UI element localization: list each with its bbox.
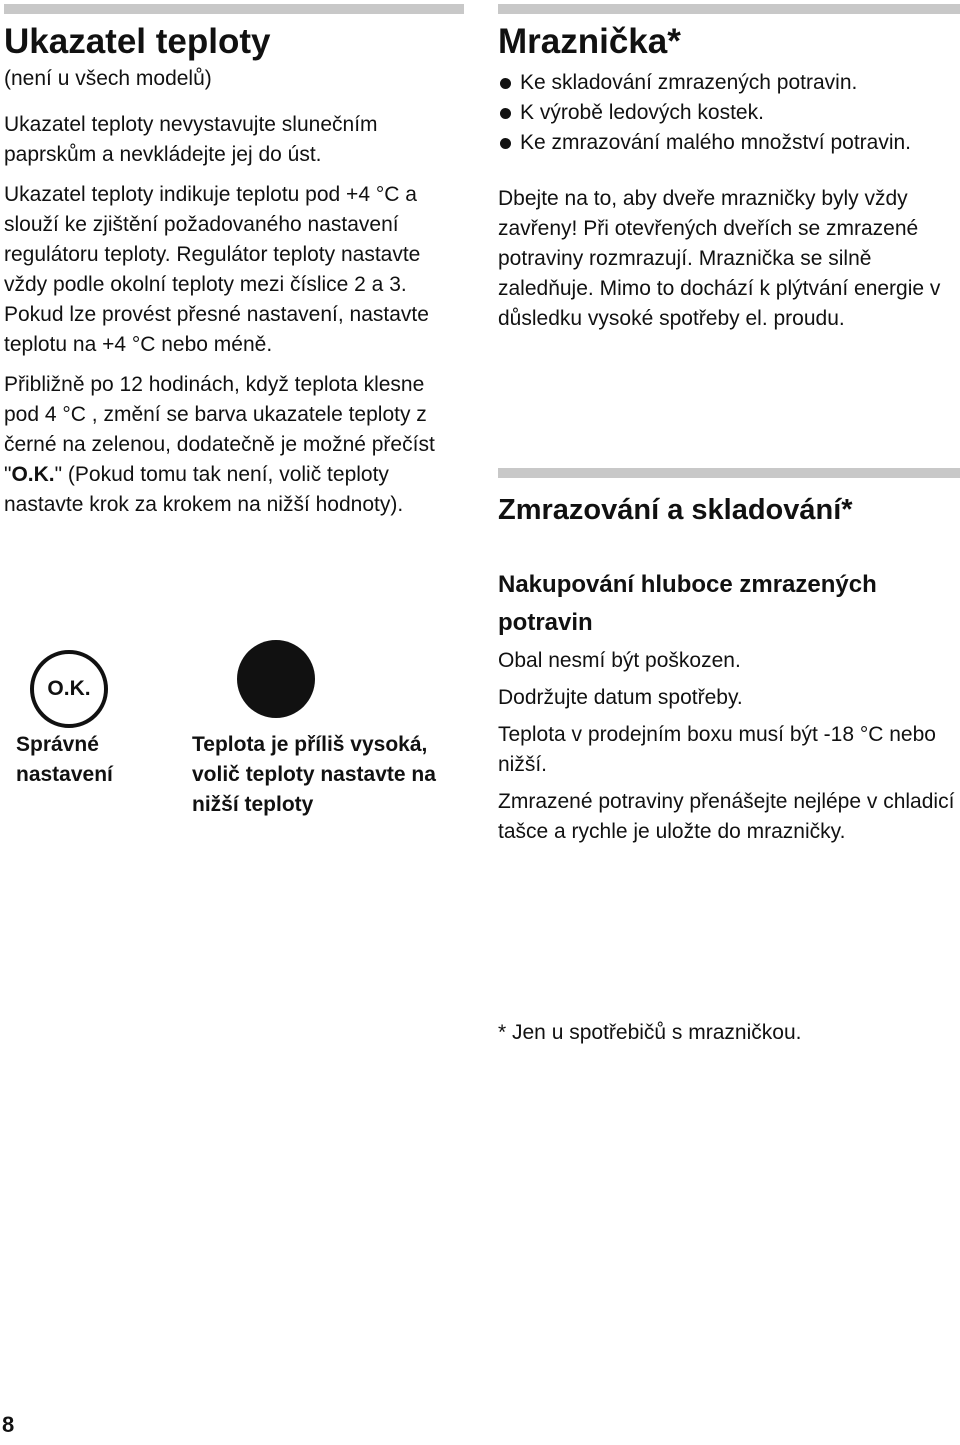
bold-lead: Ukazatel teploty indikuje teplotu pod +4 °C	[4, 183, 400, 206]
caption-correct-setting: Správné nastavení	[16, 733, 113, 786]
footnote: * Jen u spotřebičů s mrazničkou.	[498, 1021, 802, 1044]
paragraph-warning: Ukazatel teploty nevystavujte slunečním paprskům a nevkládejte jej do úst.	[4, 113, 378, 166]
ok-inline-label: O.K.	[11, 463, 55, 486]
dark-indicator-icon	[237, 640, 315, 718]
paragraph-item: Obal nesmí být poškozen.	[498, 649, 741, 672]
left-column	[4, 0, 464, 816]
ok-indicator-label: O.K.	[47, 677, 91, 700]
ok-indicator-icon	[30, 650, 108, 728]
paragraph-text: Přibližně po 12 hodinách, když teplota klesne pod 4 °C , změní se barva ukazatele teploty z černé na zelenou, dodatečně je možné přečíst "	[4, 373, 435, 486]
section-subtitle: (není u všech modelů)	[4, 67, 212, 90]
bullet-icon	[500, 138, 511, 149]
paragraph-item: Teplota v prodejním boxu musí být -18 °C nebo nižší.	[498, 723, 936, 776]
list-item-text: Ke zmrazování malého množství potravin.	[520, 131, 912, 154]
list-item	[498, 68, 960, 98]
indicator-figures	[4, 640, 464, 840]
list-item-text: K výrobě ledových kostek.	[520, 101, 764, 124]
list-item	[498, 98, 960, 128]
section-rule	[498, 468, 960, 478]
paragraph-text: " (Pokud tomu tak není, volič teploty nastavte krok za krokem na nižší hodnoty).	[4, 463, 404, 516]
list-item	[498, 128, 960, 158]
paragraph-text: a slouží ke zjištění požadovaného nastavení regulátoru teploty. Regulátor teploty nastavte vždy podle okolní teploty mezi číslice 2 a 3. Pokud lze provést přesné nastavení, nastavte teplotu na +4 °C nebo méně.	[4, 183, 429, 356]
list-item-text: Ke skladování zmrazených potravin.	[520, 71, 858, 94]
subsection-title-buying: Nakupování hluboce zmrazených potravin	[498, 571, 877, 636]
section-title-freezing-storage: Zmrazování a skladování*	[498, 494, 853, 526]
paragraph-door-warning: Dbejte na to, aby dveře mrazničky byly vždy zavřeny! Při otevřených dveřích se zmrazené potraviny rozmrazují. Mraznička se silně zaledňuje. Mimo to dochází k plýtvání energie v důsledku vysoké spotřeby el. proudu.	[498, 187, 941, 330]
section-rule	[498, 4, 960, 14]
section-rule	[4, 4, 464, 14]
paragraph-item: Zmrazené potraviny přenášejte nejlépe v chladicí tašce a rychle je uložte do mrazničky.	[498, 790, 955, 843]
section-title-freezer: Mraznička*	[498, 22, 681, 61]
caption-too-warm: Teplota je příliš vysoká, volič teploty nastavte na nižší teploty	[192, 733, 436, 816]
paragraph-color-change	[4, 370, 464, 520]
right-column	[498, 0, 960, 847]
paragraph-item: Dodržujte datum spotřeby.	[498, 686, 743, 709]
freezer-uses-list	[498, 68, 960, 158]
page-number: 8	[2, 1412, 15, 1437]
paragraph-indicator-setup	[4, 180, 464, 360]
bullet-icon	[500, 108, 511, 119]
bullet-icon	[500, 78, 511, 89]
section-title-temperature-indicator: Ukazatel teploty	[4, 22, 271, 61]
